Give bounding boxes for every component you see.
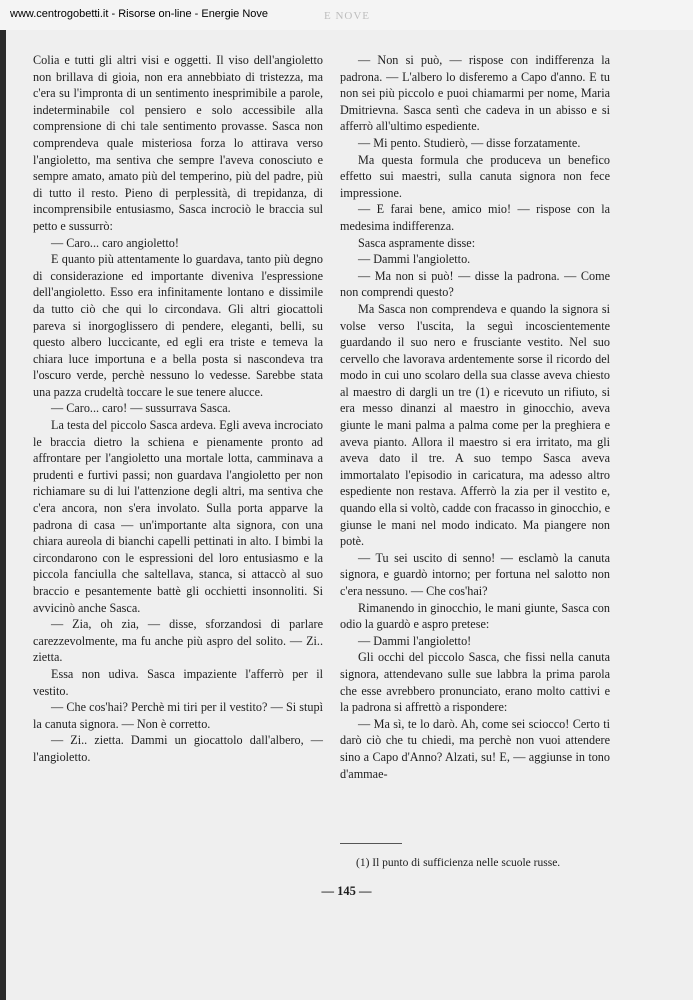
paragraph: — Che cos'hai? Perchè mi tiri per il vestito? — Si stupì la canuta signora. — Non è corretto. [33, 700, 323, 731]
paragraph: — Caro... caro! — sussurrava Sasca. [51, 401, 231, 416]
paragraph: Ma Sasca non comprendeva e quando la signora si volse verso l'uscita, la seguì incoscientemente guardando il suo nero e frusciante vestito. Nel suo cervello che lavorava ardentemente sorse il ricordo del modo in cui uno scolaro della sua classe aveva chiesto al maestro di dargli un tre (1) e ricevuto un rifiuto, si era messo dinanzi al maestro in ginocchio, aveva giunte le mani palma a palma come per la preghiera e aveva pianto. Allora il maestro si era irritato, ma gli aveva dato il tre. A suo tempo Sasca aveva immortalato l'episodio in caricatura, ma adesso altro espediente non restava. Afferrò la zia per il vestito e, quando ella si voltò, cadde con fracasso in ginocchio, e giunse le mani nel modo indicato. Ma piangere non potè. [340, 301, 610, 549]
paragraph: — Dammi l'angioletto. [358, 252, 471, 267]
paragraph: Rimanendo in ginocchio, le mani giunte, Sasca con odio la guardò e aspro pretese: [340, 600, 610, 632]
paragraph: — E farai bene, amico mio! — rispose con la medesima indifferenza. [340, 202, 610, 233]
paragraph: Ma questa formula che produceva un benefico effetto sui maestri, sulla canuta signora non fece impressione. [340, 152, 610, 200]
paragraph: — Ma sì, te lo darò. Ah, come sei sciocco! Certo ti darò ciò che tu chiedi, ma perchè non vuoi attendere sino a Capo d'Anno? Alzati, su! E, — aggiunse in tono d'ammae- [340, 716, 610, 781]
paragraph: Essa non udiva. Sasca impaziente l'afferrò per il vestito. [33, 666, 323, 698]
left-text-column [33, 52, 323, 766]
source-watermark: www.centrogobetti.it - Risorse on-line - Energie Nove [10, 8, 269, 20]
binding-shadow [0, 30, 6, 1000]
paragraph: — Zia, oh zia, — disse, sforzandosi di parlare carezzevolmente, ma fu anche più aspro del solito. — Zi.. zietta. [33, 617, 323, 665]
page-number: — 145 — [321, 884, 372, 898]
paragraph: Sasca aspramente disse: [358, 235, 476, 250]
paragraph: — Zi.. zietta. Dammi un giocattolo dall'albero, — l'angioletto. [33, 733, 323, 764]
paragraph: Colia e tutti gli altri visi e oggetti. Il viso dell'angioletto non brillava di gioia, non era annebbiato di tristezza, ma c'era su l'impronta di un sentimento inesprimibile a parole, indeterminabile col pensiero e solo accessibile alla comprensione di chi tale sentimento provasse. Sasca non comprendeva quale misteriosa forza lo attirava verso l'angioletto, ma sentiva che sempre l'aveva conosciuto e sempre amato, amato più del temperino, più del padre, più di tutto il resto. Pieno di perplessità, di trepidanza, di incomprensibile entusiasmo, Sasca incrociò le braccia sul petto e sussurrò: [33, 53, 323, 233]
paragraph: Gli occhi del piccolo Sasca, che fissi nella canuta signora, attendevano sulle sue labbra la prima parola che esse avrebbero pronunciato, erano molto cattivi e la padrona si affrettò a rispondere: [340, 650, 610, 715]
paragraph: — Tu sei uscito di senno! — esclamò la canuta signora, e guardò intorno; per fortuna nel salotto non c'era nessuno. — Che cos'hai? [340, 550, 610, 598]
running-head: E NOVE [324, 10, 371, 22]
footnote-rule [340, 843, 402, 844]
right-text-column [340, 52, 610, 782]
paragraph: — Non si può, — rispose con indifferenza la padrona. — L'albero lo disferemo a Capo d'anno. E tu non sei più piccolo e puoi chiamarmi per nome, Maria Dmitrievna. Sasca sentì che cadeva in un abisso e si afferrò all'ultimo espediente. [340, 53, 610, 134]
paragraph: La testa del piccolo Sasca ardeva. Egli aveva incrociato le braccia dietro la schiena e pienamente pronto ad affrontare per l'angioletto una mortale lotta, camminava a prudenti e furtivi passi; non guardava l'angioletto per non richiamare su di lui l'attenzione degli altri, ma sentiva che c'era ancora, non s'era involato. Sulla porta apparve la padrona di casa — un'importante alta signora, con una chiara aureola di bianchi capelli pettinati in alto. I bimbi la circondarono con le espressioni del loro entusiasmo e la piccola fanciulla che saltellava, stanca, si attaccò al suo braccio e pesantemente battè gli occhietti insonnoliti. Si avvicinò anche Sasca. [33, 418, 323, 615]
footnote: (1) Il punto di sufficienza nelle scuole russe. [356, 857, 561, 869]
header-strip [0, 0, 693, 30]
paragraph: — Mi pento. Studierò, — disse forzatamente. [358, 135, 581, 150]
paragraph: — Ma non si può! — disse la padrona. — Come non comprendi questo? [340, 268, 610, 300]
paragraph: E quanto più attentamente lo guardava, tanto più degno di considerazione ed importante diveniva l'espressione dell'angioletto. Esso era infinitamente lontano e dissimile da tutto ciò che qui lo circondava. Gli altri giocattoli pareva si inorgoglissero di pendere, eleganti, belli, su questo albero luccicante, ed egli era triste e temeva la chiara luce importuna e a bella posta si nascondeva tra l'oscuro verde, perchè nessuno lo vedesse. Sarebbe stata una pazza crudeltà toccare le sue tenere alucce. [33, 252, 323, 399]
paragraph: — Caro... caro angioletto! [51, 235, 179, 250]
paragraph: — Dammi l'angioletto! [358, 633, 472, 648]
